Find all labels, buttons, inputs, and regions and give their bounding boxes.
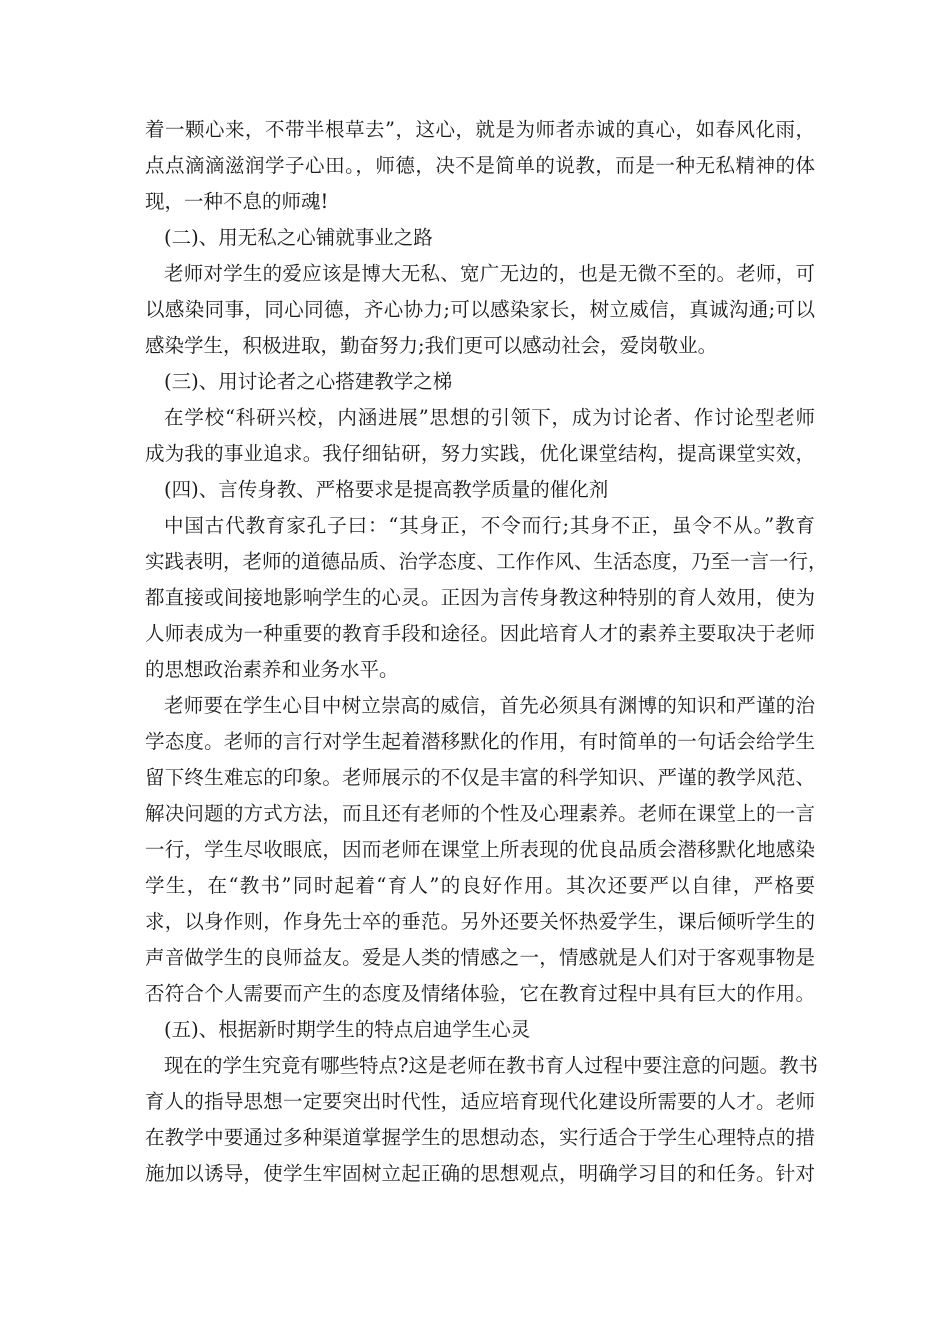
text-line: 着一颗心来，不带半根草去”，这心，就是为师者赤诚的真心，如春风化雨，: [145, 118, 815, 141]
text-line: 老师要在学生心目中树立崇高的威信，首先必须具有渊博的知识和严谨的治: [164, 694, 815, 717]
document-body: [145, 112, 828, 1192]
section-heading-2: (二)、用无私之心铺就事业之路: [164, 226, 433, 249]
text-line: 实践表明，老师的道德品质、治学态度、工作作风、生活态度，乃至一言一行，: [145, 550, 828, 573]
text-line: 老师对学生的爱应该是博大无私、宽广无边的，也是无微不至的。老师，可: [164, 262, 815, 285]
text-line: 学生，在“教书”同时起着“育人”的良好作用。其次还要严以自律，严格要: [145, 874, 815, 897]
text-line: 否符合个人需要而产生的态度及情绪体验，它在教育过程中具有巨大的作用。: [145, 982, 815, 1005]
text-line: 一行，学生尽收眼底，因而老师在课堂上所表现的优良品质会潜移默化地感染: [145, 838, 815, 861]
text-line: 解决问题的方式方法，而且还有老师的个性及心理素养。老师在课堂上的一言: [145, 802, 815, 825]
text-line: 的思想政治素养和业务水平。: [145, 658, 399, 681]
text-line: 成为我的事业追求。我仔细钻研，努力实践，优化课堂结构，提高课堂实效，: [145, 442, 815, 465]
section-heading-5: (五)、根据新时期学生的特点启迪学生心灵: [164, 1018, 531, 1041]
text-line: 感染学生，积极进取，勤奋努力;我们更可以感动社会，爱岗敬业。: [145, 334, 718, 357]
text-line: 声音做学生的良师益友。爱是人类的情感之一，情感就是人们对于客观事物是: [145, 946, 815, 969]
text-line: 都直接或间接地影响学生的心灵。正因为言传身教这种特别的育人效用，使为: [145, 586, 815, 609]
text-line: 人师表成为一种重要的教育手段和途径。因此培育人才的素养主要取决于老师: [145, 622, 815, 645]
text-line: 施加以诱导，使学生牢固树立起正确的思想观点，明确学习目的和任务。针对: [145, 1162, 815, 1185]
text-line: 在教学中要通过多种渠道掌握学生的思想动态，实行适合于学生心理特点的措: [145, 1126, 815, 1149]
text-line: 中国古代教育家孔子曰：“其身正，不令而行;其身不正，虽令不从。”教育: [164, 514, 815, 537]
section-heading-4: (四)、言传身教、严格要求是提高教学质量的催化剂: [164, 478, 609, 501]
text-line: 现，一种不息的师魂!: [145, 190, 329, 213]
text-line: 学态度。老师的言行对学生起着潜移默化的作用，有时简单的一句话会给学生: [145, 730, 815, 753]
text-line: 留下终生难忘的印象。老师展示的不仅是丰富的科学知识、严谨的教学风范、: [145, 766, 815, 789]
text-line: 在学校“科研兴校，内涵进展”思想的引领下，成为讨论者、作讨论型老师: [164, 406, 815, 429]
text-line: 求，以身作则，作身先士卒的垂范。另外还要关怀热爱学生，课后倾听学生的: [145, 910, 815, 933]
section-heading-3: (三)、用讨论者之心搭建教学之梯: [164, 370, 453, 393]
text-line: 点点滴滴滋润学子心田。，师德，决不是简单的说教，而是一种无私精神的体: [145, 154, 815, 177]
text-line: 现在的学生究竟有哪些特点?这是老师在教书育人过程中要注意的问题。教书: [164, 1054, 818, 1077]
text-line: 以感染同事，同心同德，齐心协力;可以感染家长，树立威信，真诚沟通;可以: [145, 298, 815, 321]
text-line: 育人的指导思想一定要突出时代性，适应培育现代化建设所需要的人才。老师: [145, 1090, 815, 1113]
